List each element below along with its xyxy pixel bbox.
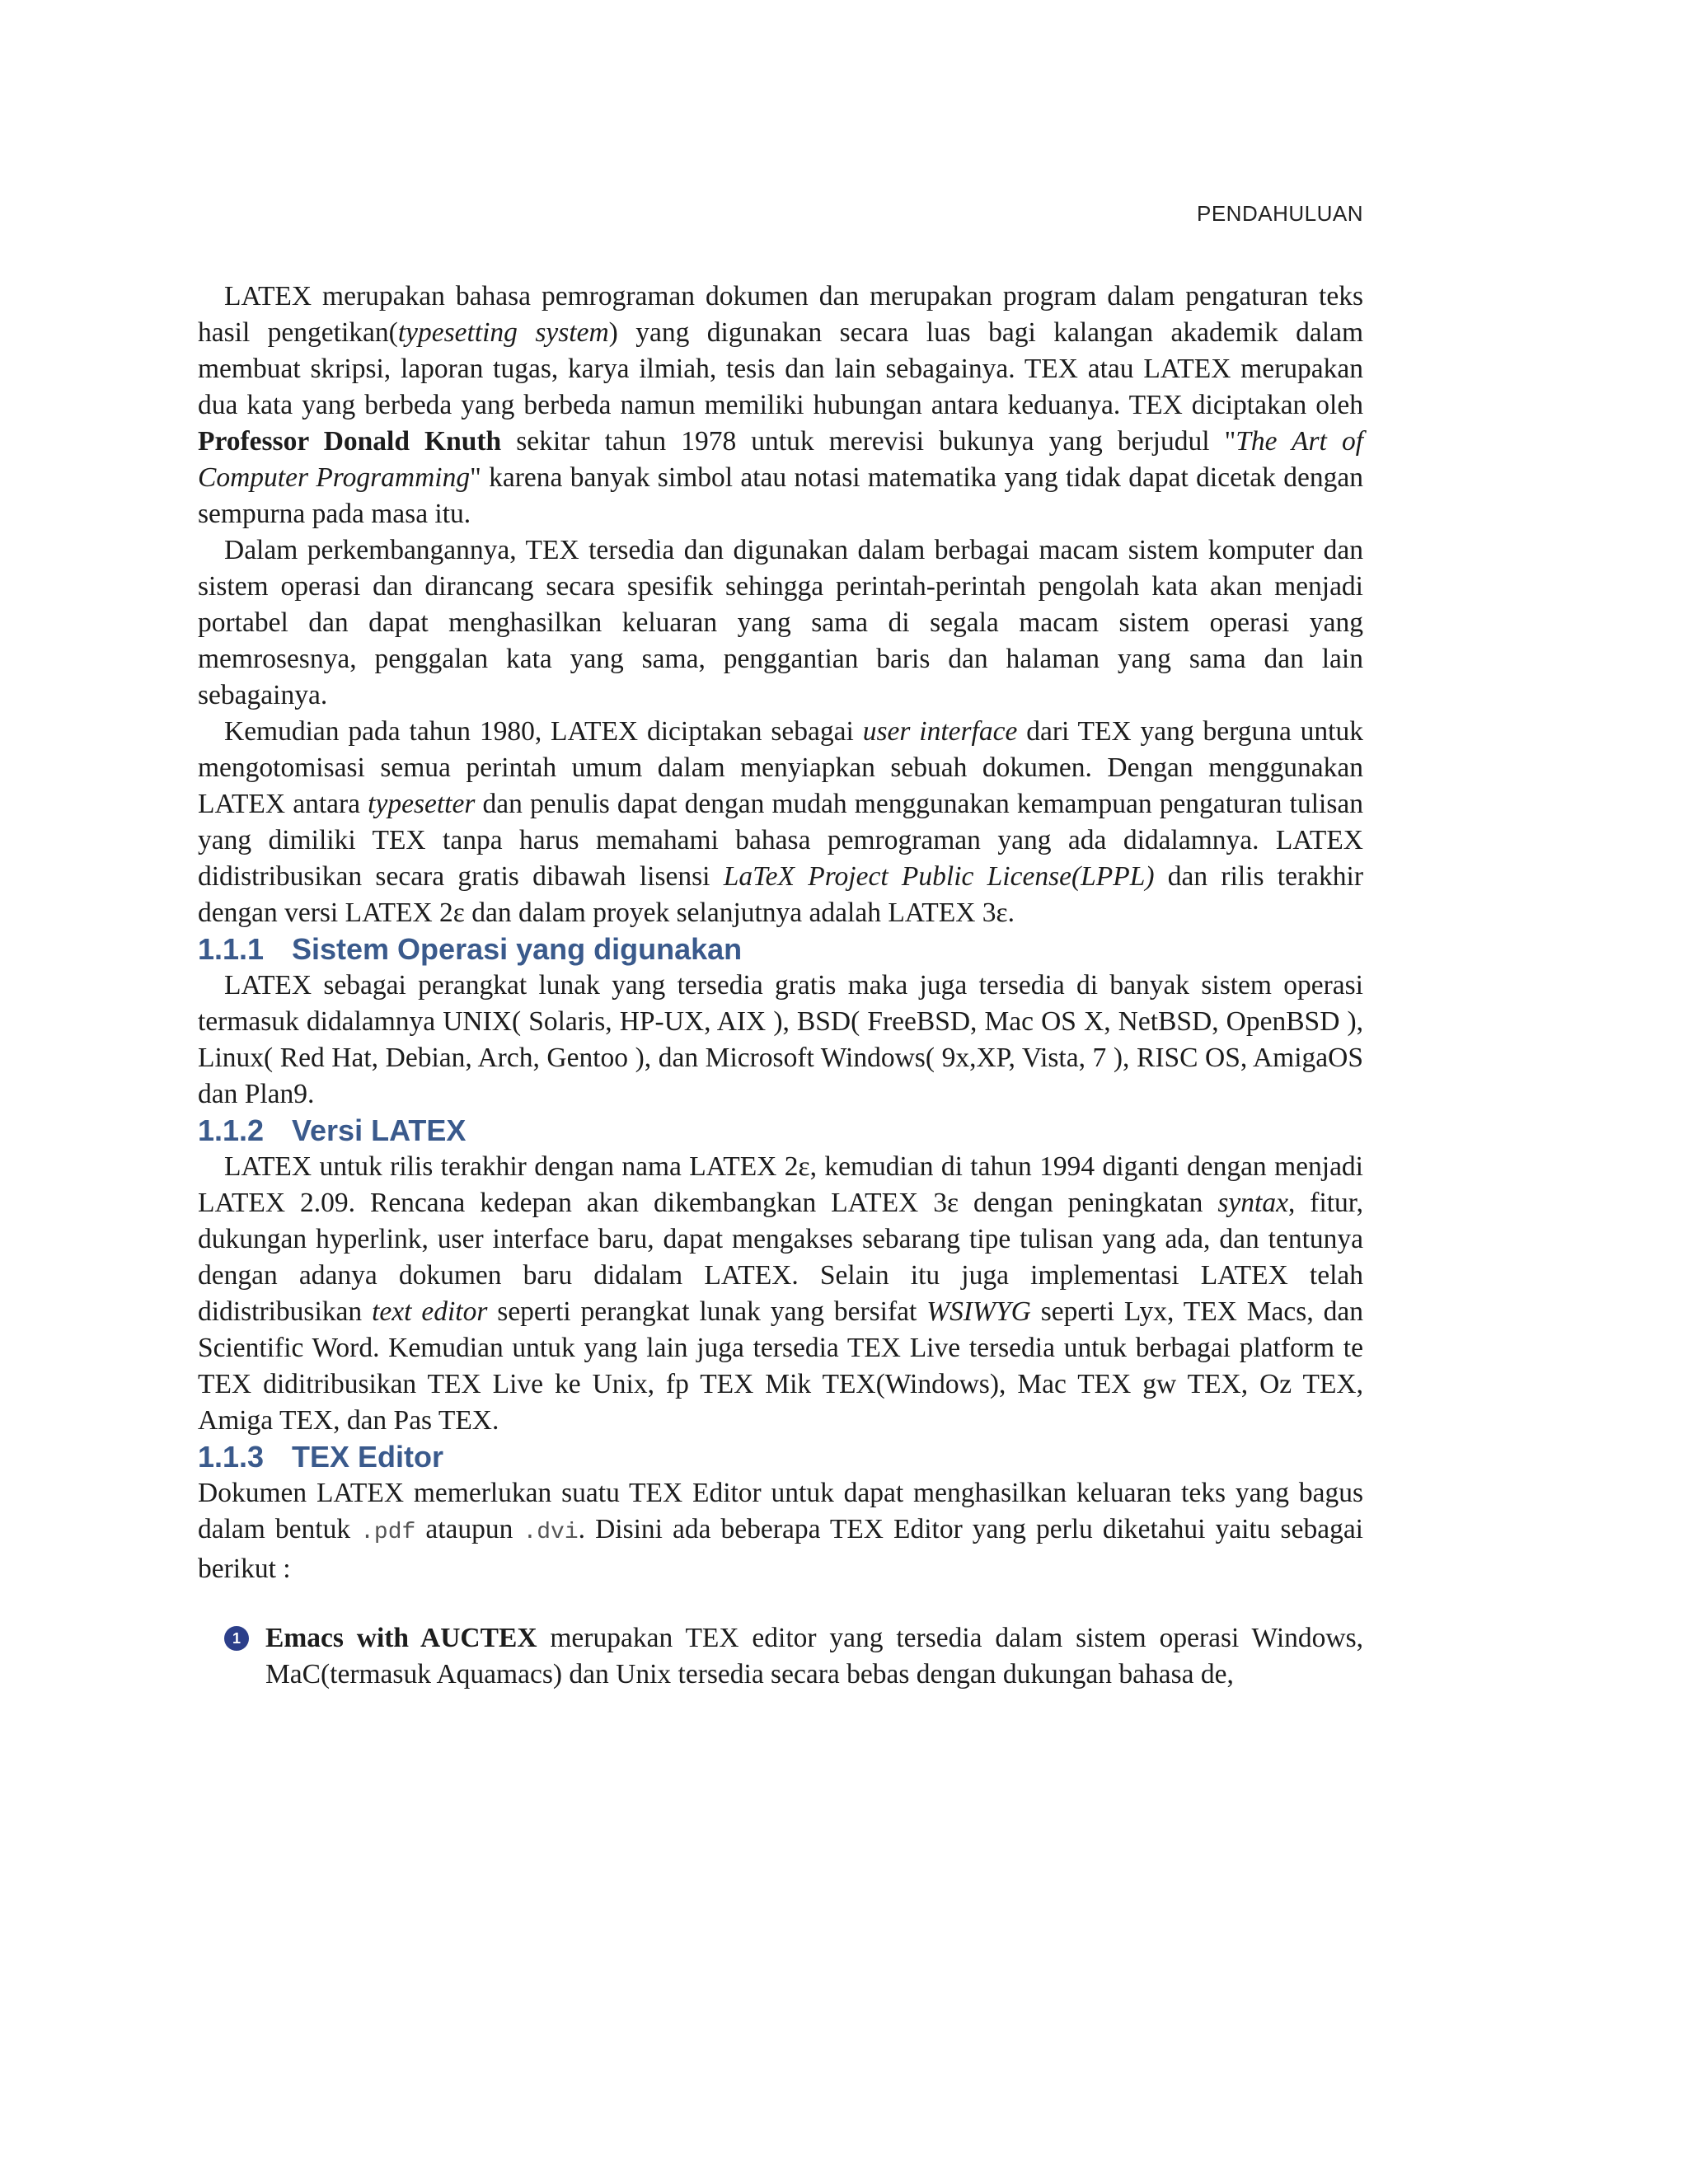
section-title: TEX Editor (292, 1440, 444, 1474)
section-number: 1.1.3 (198, 1440, 265, 1474)
italic-term: text editor (372, 1296, 488, 1327)
code-extension-dvi: .dvi (523, 1520, 579, 1545)
editor-list (198, 1620, 1363, 1693)
section-number: 1.1.1 (198, 932, 265, 966)
paragraph-development (198, 532, 1363, 714)
text-span: dan penulis dapat dengan mudah menggunakan kemampuan pengaturan tulisan yang dimiliki TEX tanpa harus memahami bahasa pemrograman yang ada didalamnya. LATEX didistribusikan secara gratis dibawah lisensi (198, 789, 1363, 892)
text-span: dan rilis terakhir dengan versi LATEX 2ε dan dalam proyek selanjutnya adalah LATEX 3ε. (198, 861, 1363, 928)
text-span: merupakan TEX editor yang tersedia dalam sistem operasi Windows, MaC(termasuk Aquamacs) dan Unix tersedia secara bebas dengan dukungan bahasa de, (265, 1623, 1363, 1690)
text-span: LATEX merupakan bahasa pemrograman dokumen dan merupakan program dalam pengaturan teks hasil pengetikan( (198, 281, 1363, 348)
italic-term: typesetting system (397, 317, 609, 348)
bold-name: Professor Donald Knuth (198, 426, 502, 457)
section-title: Sistem Operasi yang digunakan (292, 932, 743, 966)
text-span: Dalam perkembangannya, TEX tersedia dan digunakan dalam berbagai macam sistem komputer dan sistem operasi dan dirancang secara spesifik sehingga perintah-perintah pengolah kata akan menjadi portabel dan dapat menghasilkan keluaran yang sama di segala macam sistem operasi yang memrosesnya, penggalan kata yang sama, penggantian baris dan halaman yang sama dan lain sebagainya. (198, 535, 1363, 710)
document-body (198, 279, 1363, 1693)
italic-book-title: The Art of Computer Programming (198, 426, 1363, 493)
text-span: sekitar tahun 1978 untuk merevisi bukunya yang berjudul " (501, 426, 1236, 457)
text-span: seperti perangkat lunak yang bersifat (487, 1296, 927, 1327)
text-span: ) yang digunakan secara luas bagi kalangan akademik dalam membuat skripsi, laporan tugas, karya ilmiah, tesis dan lain sebagainya. TEX atau LATEX merupakan dua kata yang berbeda yang berbeda namun memiliki hubungan antara keduanya. TEX diciptakan oleh (198, 317, 1363, 420)
italic-term: WSIWYG (926, 1296, 1031, 1327)
list-item (198, 1620, 1363, 1693)
section-title: Versi LATEX (292, 1113, 467, 1147)
paragraph-intro (198, 279, 1363, 532)
paragraph-latex-history (198, 714, 1363, 931)
italic-term: user interface (862, 716, 1018, 747)
text-span: LATEX untuk rilis terakhir dengan nama LATEX 2ε, kemudian di tahun 1994 diganti dengan menjadi LATEX 2.09. Rencana kedepan akan dikembangkan LATEX 3ε dengan peningkatan (198, 1151, 1363, 1218)
section-heading-1-1-2 (198, 1113, 1363, 1149)
running-header: PENDAHULUAN (1197, 201, 1363, 226)
italic-term: typesetter (368, 789, 476, 819)
italic-license: LaTeX Project Public License(LPPL) (723, 861, 1155, 892)
section-heading-1-1-1 (198, 931, 1363, 968)
text-span: , fitur, dukungan hyperlink, user interface baru, dapat mengakses sebarang tipe tulisan yang ada, dan tentunya dengan adanya dokumen baru didalam LATEX. Selain itu juga implementasi LATEX telah didistribusikan (198, 1188, 1363, 1327)
paragraph-editors (198, 1475, 1363, 1587)
text-span: LATEX sebagai perangkat lunak yang tersedia gratis maka juga tersedia di banyak sistem operasi termasuk didalamnya UNIX( Solaris, HP-UX, AIX ), BSD( FreeBSD, Mac OS X, NetBSD, OpenBSD ), Linux( Red Hat, Debian, Arch, Gentoo ), dan Microsoft Windows( 9x,XP, Vista, 7 ), RISC OS, AmigaOS dan Plan9. (198, 970, 1363, 1109)
text-span: Kemudian pada tahun 1980, LATEX diciptakan sebagai (224, 716, 863, 747)
paragraph-versions (198, 1149, 1363, 1439)
text-span: Dokumen LATEX memerlukan suatu TEX Editor untuk dapat menghasilkan keluaran teks yang bagus dalam bentuk (198, 1478, 1363, 1544)
text-span: " karena banyak simbol atau notasi matematika yang tidak dapat dicetak dengan sempurna pada masa itu. (198, 462, 1363, 529)
text-span: ataupun (415, 1514, 523, 1544)
code-extension-pdf: .pdf (360, 1520, 416, 1545)
text-span: . Disini ada beberapa TEX Editor yang perlu diketahui yaitu sebagai berikut : (198, 1514, 1363, 1584)
text-span: seperti Lyx, TEX Macs, dan Scientific Word. Kemudian untuk yang lain juga tersedia TEX Live tersedia untuk berbagai platform te TEX diditribusikan TEX Live ke Unix, fp TEX Mik TEX(Windows), Mac TEX gw TEX, Oz TEX, Amiga TEX, dan Pas TEX. (198, 1296, 1363, 1436)
section-number: 1.1.2 (198, 1113, 265, 1147)
italic-term: syntax (1217, 1188, 1288, 1218)
bold-editor-name: Emacs with AUCTEX (265, 1623, 537, 1653)
paragraph-os (198, 968, 1363, 1113)
section-heading-1-1-3 (198, 1439, 1363, 1475)
numbered-bullet-icon: 1 (224, 1626, 249, 1651)
text-span: dari TEX yang berguna untuk mengotomisasi semua perintah umum dalam menyiapkan sebuah dokumen. Dengan menggunakan LATEX antara (198, 716, 1363, 819)
